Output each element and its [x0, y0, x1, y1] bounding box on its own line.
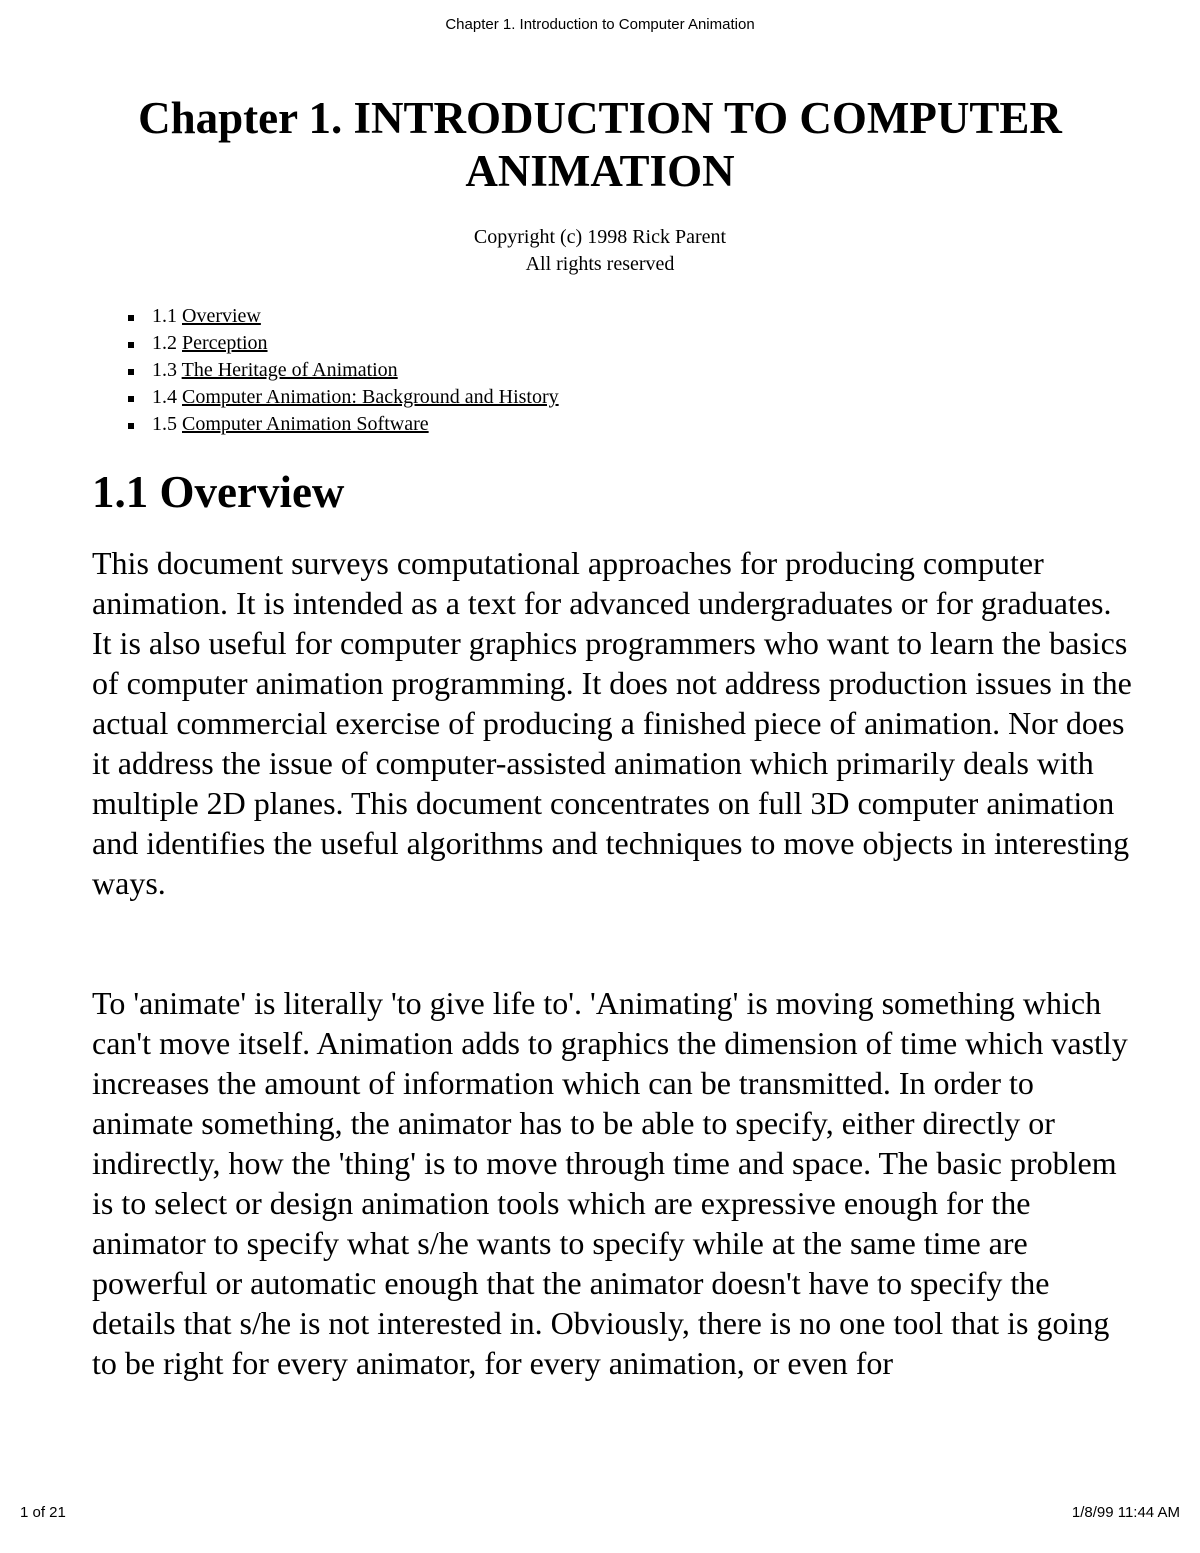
toc-item-perception	[124, 330, 559, 357]
toc-link-background-history[interactable]: Computer Animation: Background and History	[182, 386, 559, 408]
overview-paragraph-1: This document surveys computational approaches for producing computer animation. It is intended as a text for advanced undergraduates or for graduates. It is also useful for computer graphics programmers who want to learn the basics of computer animation programming. It does not address production issues in the actual commercial exercise of producing a finished piece of animation. Nor does it address the issue of computer-assisted animation which primarily deals with multiple 2D planes. This document concentrates on full 3D computer animation and identifies the useful algorithms and techniques to move objects in interesting ways.	[92, 545, 1132, 901]
toc-item-overview	[124, 303, 559, 330]
page-indicator: 1 of 21	[20, 1504, 66, 1521]
overview-paragraph-2: To 'animate' is literally 'to give life to'. 'Animating' is moving something which can't move itself. Animation adds to graphics the dimension of time which vastly increases the amount of information which can be transmitted. In order to animate something, the animator has to be able to specify, either directly or indirectly, how the 'thing' is to move through time and space. The basic problem is to select or design animation tools which are expressive enough for the animator to specify what s/he wants to specify while at the same time are powerful or automatic enough that the animator doesn't have to specify the details that s/he is not interested in. Obviously, there is no one tool that is going to be right for every animator, for every animation, or even for	[92, 985, 1128, 1381]
toc-link-perception[interactable]: Perception	[182, 332, 268, 354]
section-heading-overview: 1.1 Overview	[92, 467, 345, 517]
toc-item-background-history	[124, 384, 559, 411]
rights-line: All rights reserved	[525, 253, 675, 275]
toc-number: 1.2	[152, 332, 177, 354]
page-title: Chapter 1. INTRODUCTION TO COMPUTER ANIMATION	[138, 93, 1062, 196]
toc-number: 1.1	[152, 305, 177, 327]
toc-link-overview[interactable]: Overview	[182, 305, 261, 327]
running-header: Chapter 1. Introduction to Computer Animation	[445, 16, 755, 33]
toc-link-heritage[interactable]: The Heritage of Animation	[181, 359, 398, 381]
toc-number: 1.4	[152, 386, 177, 408]
toc-number: 1.5	[152, 413, 177, 435]
table-of-contents	[124, 303, 559, 438]
toc-link-software[interactable]: Computer Animation Software	[182, 413, 429, 435]
print-timestamp: 1/8/99 11:44 AM	[1071, 1504, 1180, 1521]
toc-item-software	[124, 411, 559, 438]
toc-number: 1.3	[152, 359, 177, 381]
copyright-line: Copyright (c) 1998 Rick Parent	[473, 226, 727, 248]
copyright-block	[0, 224, 1200, 278]
toc-item-heritage	[124, 357, 559, 384]
